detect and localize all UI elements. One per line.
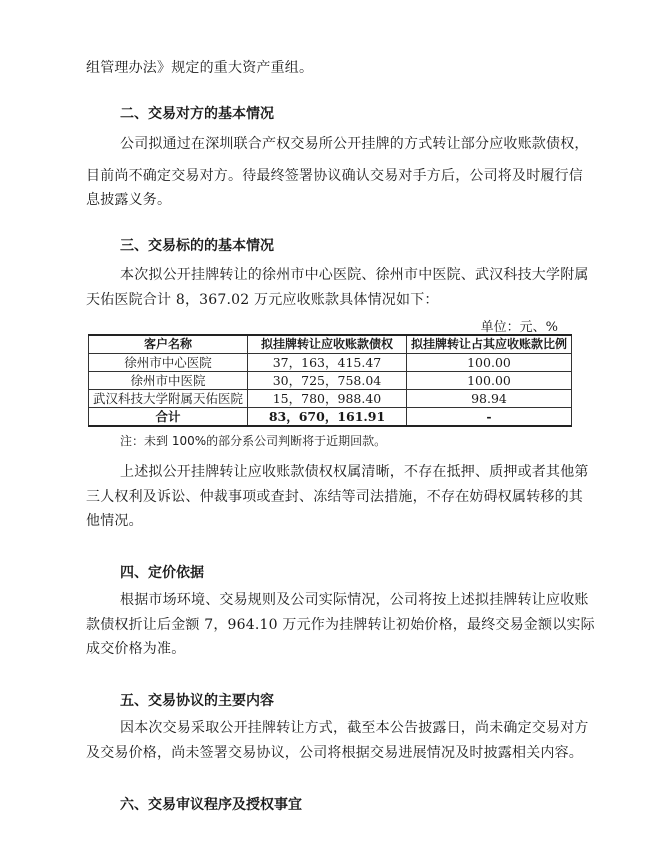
table-note: 注：未到 100%的部分系公司判断将于近期回款。 — [120, 434, 387, 448]
section3-heading: 三、交易标的的基本情况 — [120, 238, 274, 254]
table-cell-ratio: 100.00 — [406, 372, 571, 390]
table-total-amount: 83，670，161.91 — [248, 408, 407, 427]
table-cell-name: 武汉科技大学附属天佑医院 — [89, 390, 248, 408]
table-total-name: 合计 — [89, 408, 248, 427]
section5-heading: 五、交易协议的主要内容 — [120, 693, 274, 709]
table-cell-name: 徐州市中心医院 — [89, 354, 248, 372]
table-header-amount: 拟挂牌转让应收账款债权 — [248, 335, 407, 354]
unit-label: 单位：元、% — [480, 320, 558, 335]
table-header-row — [89, 335, 572, 354]
section5-line2: 及交易价格，尚未签署交易协议，公司将根据交易进展情况及时披露相关内容。 — [86, 745, 583, 761]
section4-line2: 款债权折让后金额 7，964.10 万元作为挂牌转让初始价格，最终交易金额以实际 — [86, 617, 595, 633]
section2-line1: 公司拟通过在深圳联合产权交易所公开挂牌的方式转让部分应收账款债权， — [120, 136, 589, 152]
table-header-name: 客户名称 — [89, 335, 248, 354]
table-row — [89, 354, 572, 372]
section4-line3: 成交价格为准。 — [86, 641, 186, 657]
table-row — [89, 390, 572, 408]
section3-para2-line1: 上述拟公开挂牌转让应收账款债权权属清晰，不存在抵押、质押或者其他第 — [120, 464, 589, 480]
table-cell-name: 徐州市中医院 — [89, 372, 248, 390]
table-row — [89, 372, 572, 390]
table-header-ratio: 拟挂牌转让占其应收账款比例 — [406, 335, 571, 354]
section2-line3: 息披露义务。 — [86, 192, 172, 208]
section3-para2-line2: 三人权利及诉讼、仲裁事项或查封、冻结等司法措施，不存在妨碍权属转移的其 — [86, 489, 583, 505]
intro-line: 组管理办法》规定的重大资产重组。 — [86, 60, 314, 76]
table-cell-ratio: 98.94 — [406, 390, 571, 408]
section2-line2: 目前尚不确定交易对方。待最终签署协议确认交易对手方后，公司将及时履行信 — [86, 168, 583, 184]
section3-line2: 天佑医院合计 8，367.02 万元应收账款具体情况如下： — [86, 292, 439, 308]
section3-para2-line3: 他情况。 — [86, 513, 143, 529]
section6-heading: 六、交易审议程序及授权事宜 — [120, 797, 302, 813]
section4-heading: 四、定价依据 — [120, 565, 204, 581]
table-total-row — [89, 408, 572, 427]
section4-line1: 根据市场环境、交易规则及公司实际情况，公司将按上述拟挂牌转让应收账 — [120, 592, 589, 608]
table-cell-amount: 15，780，988.40 — [248, 390, 407, 408]
table-cell-amount: 30，725，758.04 — [248, 372, 407, 390]
receivables-table — [88, 334, 572, 427]
table-cell-amount: 37，163，415.47 — [248, 354, 407, 372]
table-total-ratio: - — [406, 408, 571, 427]
table-cell-ratio: 100.00 — [406, 354, 571, 372]
section5-line1: 因本次交易采取公开挂牌转让方式，截至本公告披露日，尚未确定交易对方 — [120, 720, 589, 736]
section3-line1: 本次拟公开挂牌转让的徐州市中心医院、徐州市中医院、武汉科技大学附属 — [120, 267, 589, 283]
section2-heading: 二、交易对方的基本情况 — [120, 106, 274, 122]
